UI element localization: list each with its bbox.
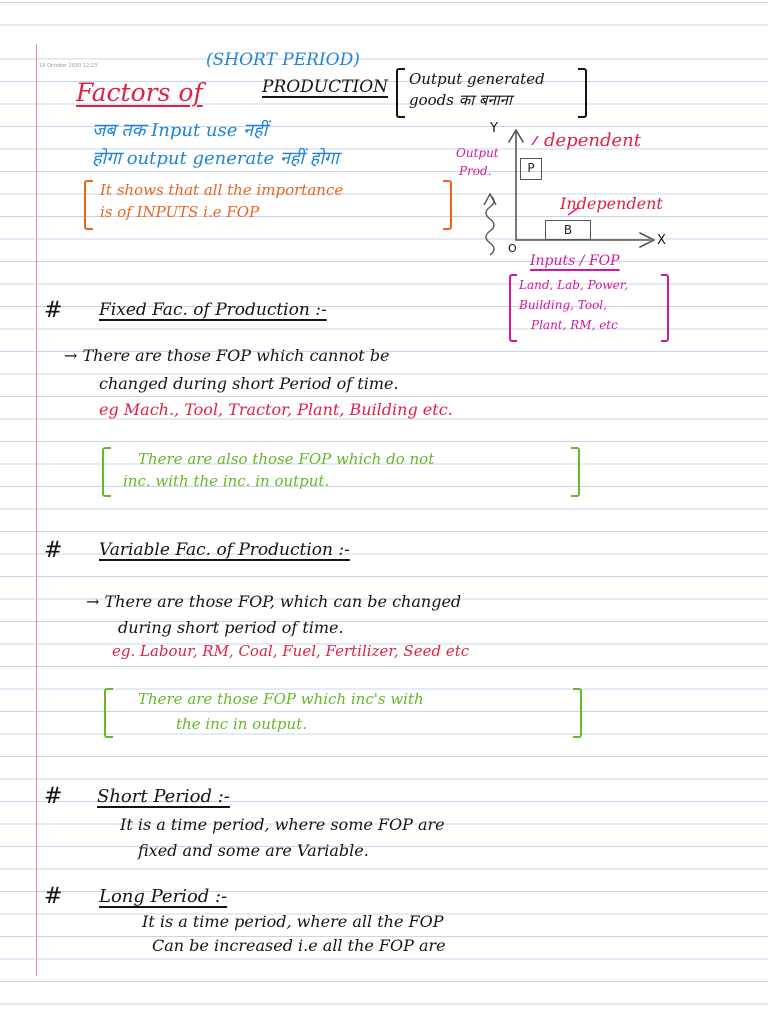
y-axis-label-line2: Prod. (459, 164, 492, 178)
short-period-label: (SHORT PERIOD) (206, 50, 360, 70)
hindi-line-2: होगा output generate नहीं होगा (92, 148, 339, 169)
variable-line-2: during short period of time. (118, 618, 344, 637)
fixed-hash-mark: # (44, 298, 63, 323)
inputs-bracket-left (509, 274, 517, 342)
y-axis-letter: Y (490, 121, 498, 136)
origin-label: O (508, 242, 517, 255)
fixed-note-line2: inc. with the inc. in output. (123, 472, 330, 490)
header-bracket-line1: Output generated (409, 70, 545, 88)
variable-note-line2: the inc in output. (176, 715, 307, 733)
fixed-example: eg Mach., Tool, Tractor, Plant, Building etc. (99, 400, 453, 419)
long-period-heading (99, 888, 227, 906)
short-period-line-1: It is a time period, where some FOP are (120, 815, 445, 834)
inputs-list-line2: Building, Tool, (519, 298, 607, 312)
short-period-line-2: fixed and some are Variable. (138, 841, 369, 860)
p-box: P (520, 158, 542, 180)
variable-heading-text: Variable Fac. of Production :- (99, 540, 350, 560)
fixed-note-line1: There are also those FOP which do not (138, 450, 435, 468)
short-period-hash-mark: # (44, 784, 63, 809)
date-stamp: 19 October 2020 12:23 (39, 63, 98, 69)
fixed-note-bracket-left (102, 447, 111, 497)
y-axis-label-line1: Output (456, 146, 499, 160)
b-box: B (545, 220, 591, 240)
factors-of-title: Factors of (76, 78, 203, 107)
x-axis-letter: X (657, 233, 666, 248)
long-period-line-1: It is a time period, where all the FOP (142, 912, 444, 931)
long-period-heading-text: Long Period :- (99, 886, 228, 907)
fixed-line-1: → There are those FOP which cannot be (64, 346, 390, 365)
inputs-bracket-right (661, 274, 669, 342)
inputs-list-line1: Land, Lab, Power, (519, 278, 629, 292)
inputs-list-line3: Plant, RM, etc (531, 318, 618, 332)
intro-note-line2: is of INPUTS i.e FOP (100, 203, 260, 221)
variable-hash-mark: # (44, 538, 63, 563)
variable-note-bracket-right (573, 688, 582, 738)
variable-heading (99, 542, 350, 559)
header-bracket-line2: goods का बनाना (409, 91, 512, 109)
long-period-line-2: Can be increased i.e all the FOP are (152, 936, 446, 955)
short-period-heading (97, 788, 230, 806)
short-period-heading-text: Short Period :- (97, 786, 230, 807)
variable-line-1: → There are those FOP, which can be changed (86, 592, 462, 611)
variable-example: eg. Labour, RM, Coal, Fuel, Fertilizer, Seed etc (112, 642, 470, 660)
variable-note-line1: There are those FOP which inc's with (138, 690, 424, 708)
production-title: PRODUCTION (262, 77, 389, 97)
fixed-heading-text: Fixed Fac. of Production :- (99, 300, 327, 320)
fixed-heading (99, 302, 327, 319)
hindi-line-1: जब तक Input use नहीं (92, 120, 268, 141)
independent-label: Independent (560, 194, 663, 213)
variable-note-bracket-left (104, 688, 113, 738)
inputs-label: Inputs / FOP (530, 253, 620, 269)
long-period-hash-mark: # (44, 884, 63, 909)
fixed-line-2: changed during short Period of time. (99, 374, 399, 393)
fixed-note-bracket-right (571, 447, 580, 497)
intro-note-line1: It shows that all the importance (100, 181, 344, 199)
dependent-label: dependent (544, 130, 641, 151)
